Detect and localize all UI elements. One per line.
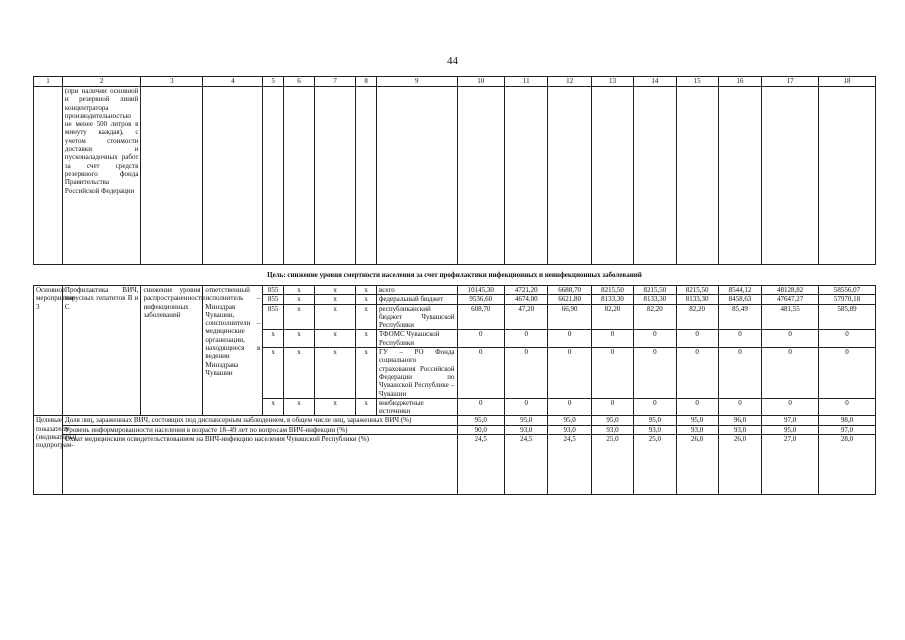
value-cell: 0: [676, 330, 718, 348]
value-cell: 90,0: [457, 425, 505, 434]
col-num: 10: [457, 77, 505, 87]
indicator-row: [34, 435, 876, 495]
indicator-text: Охват медицинским освидетельствованием на ВИЧ-инфекцию населения Чувашской Республики (%): [62, 435, 457, 495]
value-cell: 24,5: [457, 435, 505, 495]
value-cell: 0: [548, 398, 591, 416]
value-cell: 8458,63: [718, 295, 761, 304]
value-cell: 93,0: [548, 425, 591, 434]
value-cell: 93,0: [505, 425, 548, 434]
value-cell: 96,0: [718, 416, 761, 425]
value-cell: 8133,30: [591, 295, 633, 304]
value-cell: 24,5: [548, 435, 591, 495]
value-cell: 0: [819, 398, 876, 416]
value-cell: 4721,20: [505, 286, 548, 295]
code-cell: х: [283, 398, 314, 416]
value-cell: 8133,30: [634, 295, 676, 304]
event-goal: снижение уровня распространенности инфекционных заболеваний: [141, 286, 203, 416]
value-cell: 0: [591, 330, 633, 348]
indicator-text: Уровень информированности населения в возрасте 18–49 лет по вопросам ВИЧ-инфекции (%): [62, 425, 457, 434]
value-cell: 0: [762, 330, 819, 348]
value-cell: 97,0: [819, 425, 876, 434]
value-cell: 8215,50: [634, 286, 676, 295]
col-num: 9: [376, 77, 457, 87]
code-cell: х: [356, 304, 377, 330]
funding-row: [34, 286, 876, 295]
value-cell: 82,20: [676, 304, 718, 330]
code-cell: х: [283, 348, 314, 399]
value-cell: 0: [591, 348, 633, 399]
value-cell: 25,0: [634, 435, 676, 495]
col-num: 13: [591, 77, 633, 87]
value-cell: 95,0: [548, 416, 591, 425]
code-cell: х: [283, 295, 314, 304]
col-num: 6: [283, 77, 314, 87]
value-cell: 57970,18: [819, 295, 876, 304]
value-cell: 0: [548, 348, 591, 399]
code-cell: х: [356, 286, 377, 295]
funding-source: федеральный бюджет: [376, 295, 457, 304]
value-cell: 481,55: [762, 304, 819, 330]
event-title: Профилактика ВИЧ, вирусных гепатитов В и С: [62, 286, 141, 416]
value-cell: 0: [819, 348, 876, 399]
page-number: 44: [447, 55, 458, 67]
code-cell: х: [314, 286, 355, 295]
code-cell: х: [356, 330, 377, 348]
value-cell: 85,49: [718, 304, 761, 330]
value-cell: 95,0: [634, 416, 676, 425]
event-number: Основное мероприятие 3: [34, 286, 63, 416]
value-cell: 97,0: [762, 416, 819, 425]
value-cell: 585,89: [819, 304, 876, 330]
value-cell: 0: [819, 330, 876, 348]
col-num: 8: [356, 77, 377, 87]
value-cell: 47,20: [505, 304, 548, 330]
value-cell: 0: [548, 330, 591, 348]
value-cell: 58556,07: [819, 286, 876, 295]
value-cell: 6621,80: [548, 295, 591, 304]
code-cell: х: [283, 330, 314, 348]
value-cell: 93,0: [718, 425, 761, 434]
goal-row: [34, 265, 876, 286]
value-cell: 8544,12: [718, 286, 761, 295]
col-num: 2: [62, 77, 141, 87]
value-cell: 8215,50: [676, 286, 718, 295]
program-table: [33, 76, 876, 495]
value-cell: 4674,00: [505, 295, 548, 304]
value-cell: 93,0: [634, 425, 676, 434]
code-cell: х: [283, 304, 314, 330]
col-num: 14: [634, 77, 676, 87]
indicator-row: [34, 416, 876, 425]
value-cell: 0: [634, 398, 676, 416]
value-cell: 8133,30: [676, 295, 718, 304]
value-cell: 26,0: [718, 435, 761, 495]
value-cell: 25,0: [591, 435, 633, 495]
value-cell: 95,0: [591, 416, 633, 425]
funding-source: ТФОМС Чувашской Республики: [376, 330, 457, 348]
value-cell: 0: [634, 330, 676, 348]
col-num: 17: [762, 77, 819, 87]
value-cell: 0: [505, 348, 548, 399]
grbs-code: х: [263, 330, 284, 348]
value-cell: 28,0: [819, 435, 876, 495]
value-cell: 95,0: [457, 416, 505, 425]
value-cell: 0: [762, 398, 819, 416]
col-num: 18: [819, 77, 876, 87]
col-num: 16: [718, 77, 761, 87]
value-cell: 0: [762, 348, 819, 399]
col-num: 1: [34, 77, 63, 87]
column-number-row: [34, 77, 876, 87]
col-num: 12: [548, 77, 591, 87]
value-cell: 0: [457, 330, 505, 348]
value-cell: 93,0: [676, 425, 718, 434]
grbs-code: 855: [263, 286, 284, 295]
indicators-label: Целевые показатели (индикаторы) подпрограм-: [34, 416, 63, 495]
col-num: 3: [141, 77, 203, 87]
code-cell: х: [356, 348, 377, 399]
value-cell: 95,0: [505, 416, 548, 425]
code-cell: х: [314, 295, 355, 304]
value-cell: 9536,60: [457, 295, 505, 304]
value-cell: 0: [505, 330, 548, 348]
indicator-text: Доля лиц, зараженных ВИЧ, состоящих под диспансерным наблюдением, в общем числе лиц, зараженных ВИЧ (%): [62, 416, 457, 425]
value-cell: 27,0: [762, 435, 819, 495]
continuation-row: [34, 87, 876, 265]
value-cell: 0: [634, 348, 676, 399]
value-cell: 0: [718, 398, 761, 416]
funding-source: всего: [376, 286, 457, 295]
value-cell: 0: [718, 348, 761, 399]
code-cell: х: [283, 286, 314, 295]
value-cell: 0: [676, 348, 718, 399]
funding-source: республиканский бюджет Чувашской Республики: [376, 304, 457, 330]
code-cell: х: [314, 330, 355, 348]
code-cell: х: [314, 304, 355, 330]
value-cell: 0: [676, 398, 718, 416]
value-cell: 26,0: [676, 435, 718, 495]
value-cell: 82,20: [634, 304, 676, 330]
value-cell: 10145,30: [457, 286, 505, 295]
goal-text: Цель: снижение уровня смертности населения за счет профилактики инфекционных и неинфекционных заболеваний: [34, 265, 876, 286]
value-cell: 95,0: [762, 425, 819, 434]
value-cell: 8215,50: [591, 286, 633, 295]
col-num: 4: [203, 77, 263, 87]
code-cell: х: [356, 398, 377, 416]
value-cell: 608,70: [457, 304, 505, 330]
funding-source: ГУ – РО Фонда социального страхования Российской Федерации по Чувашской Республике – Чувашии: [376, 348, 457, 399]
value-cell: 66,90: [548, 304, 591, 330]
event-executor: ответственный исполнитель – Минздрав Чувашии, соисполнители – медицинские организации, находящиеся в ведении Минздрава Чувашии: [203, 286, 263, 416]
col-num: 11: [505, 77, 548, 87]
value-cell: 0: [457, 348, 505, 399]
value-cell: 95,0: [676, 416, 718, 425]
grbs-code: х: [263, 348, 284, 399]
value-cell: 82,20: [591, 304, 633, 330]
code-cell: х: [314, 348, 355, 399]
value-cell: 6688,70: [548, 286, 591, 295]
grbs-code: 855: [263, 304, 284, 330]
value-cell: 0: [457, 398, 505, 416]
value-cell: 0: [718, 330, 761, 348]
value-cell: 0: [505, 398, 548, 416]
col-num: 5: [263, 77, 284, 87]
value-cell: 0: [591, 398, 633, 416]
grbs-code: 855: [263, 295, 284, 304]
col-num: 7: [314, 77, 355, 87]
code-cell: х: [314, 398, 355, 416]
value-cell: 98,0: [819, 416, 876, 425]
col-num: 15: [676, 77, 718, 87]
funding-source: внебюджетные источники: [376, 398, 457, 416]
value-cell: 93,0: [591, 425, 633, 434]
value-cell: 48128,82: [762, 286, 819, 295]
grbs-code: х: [263, 398, 284, 416]
code-cell: х: [356, 295, 377, 304]
value-cell: 24,5: [505, 435, 548, 495]
indicator-row: [34, 425, 876, 434]
continuation-text: (при наличии основной и резервной линий концентратора производительностью не менее 500 литров в минуту каждая), с учетом стоимости доставки и пусконаладочных работ за счет средств резервного фонда Правительства Российской Федерации: [62, 87, 141, 265]
value-cell: 47647,27: [762, 295, 819, 304]
